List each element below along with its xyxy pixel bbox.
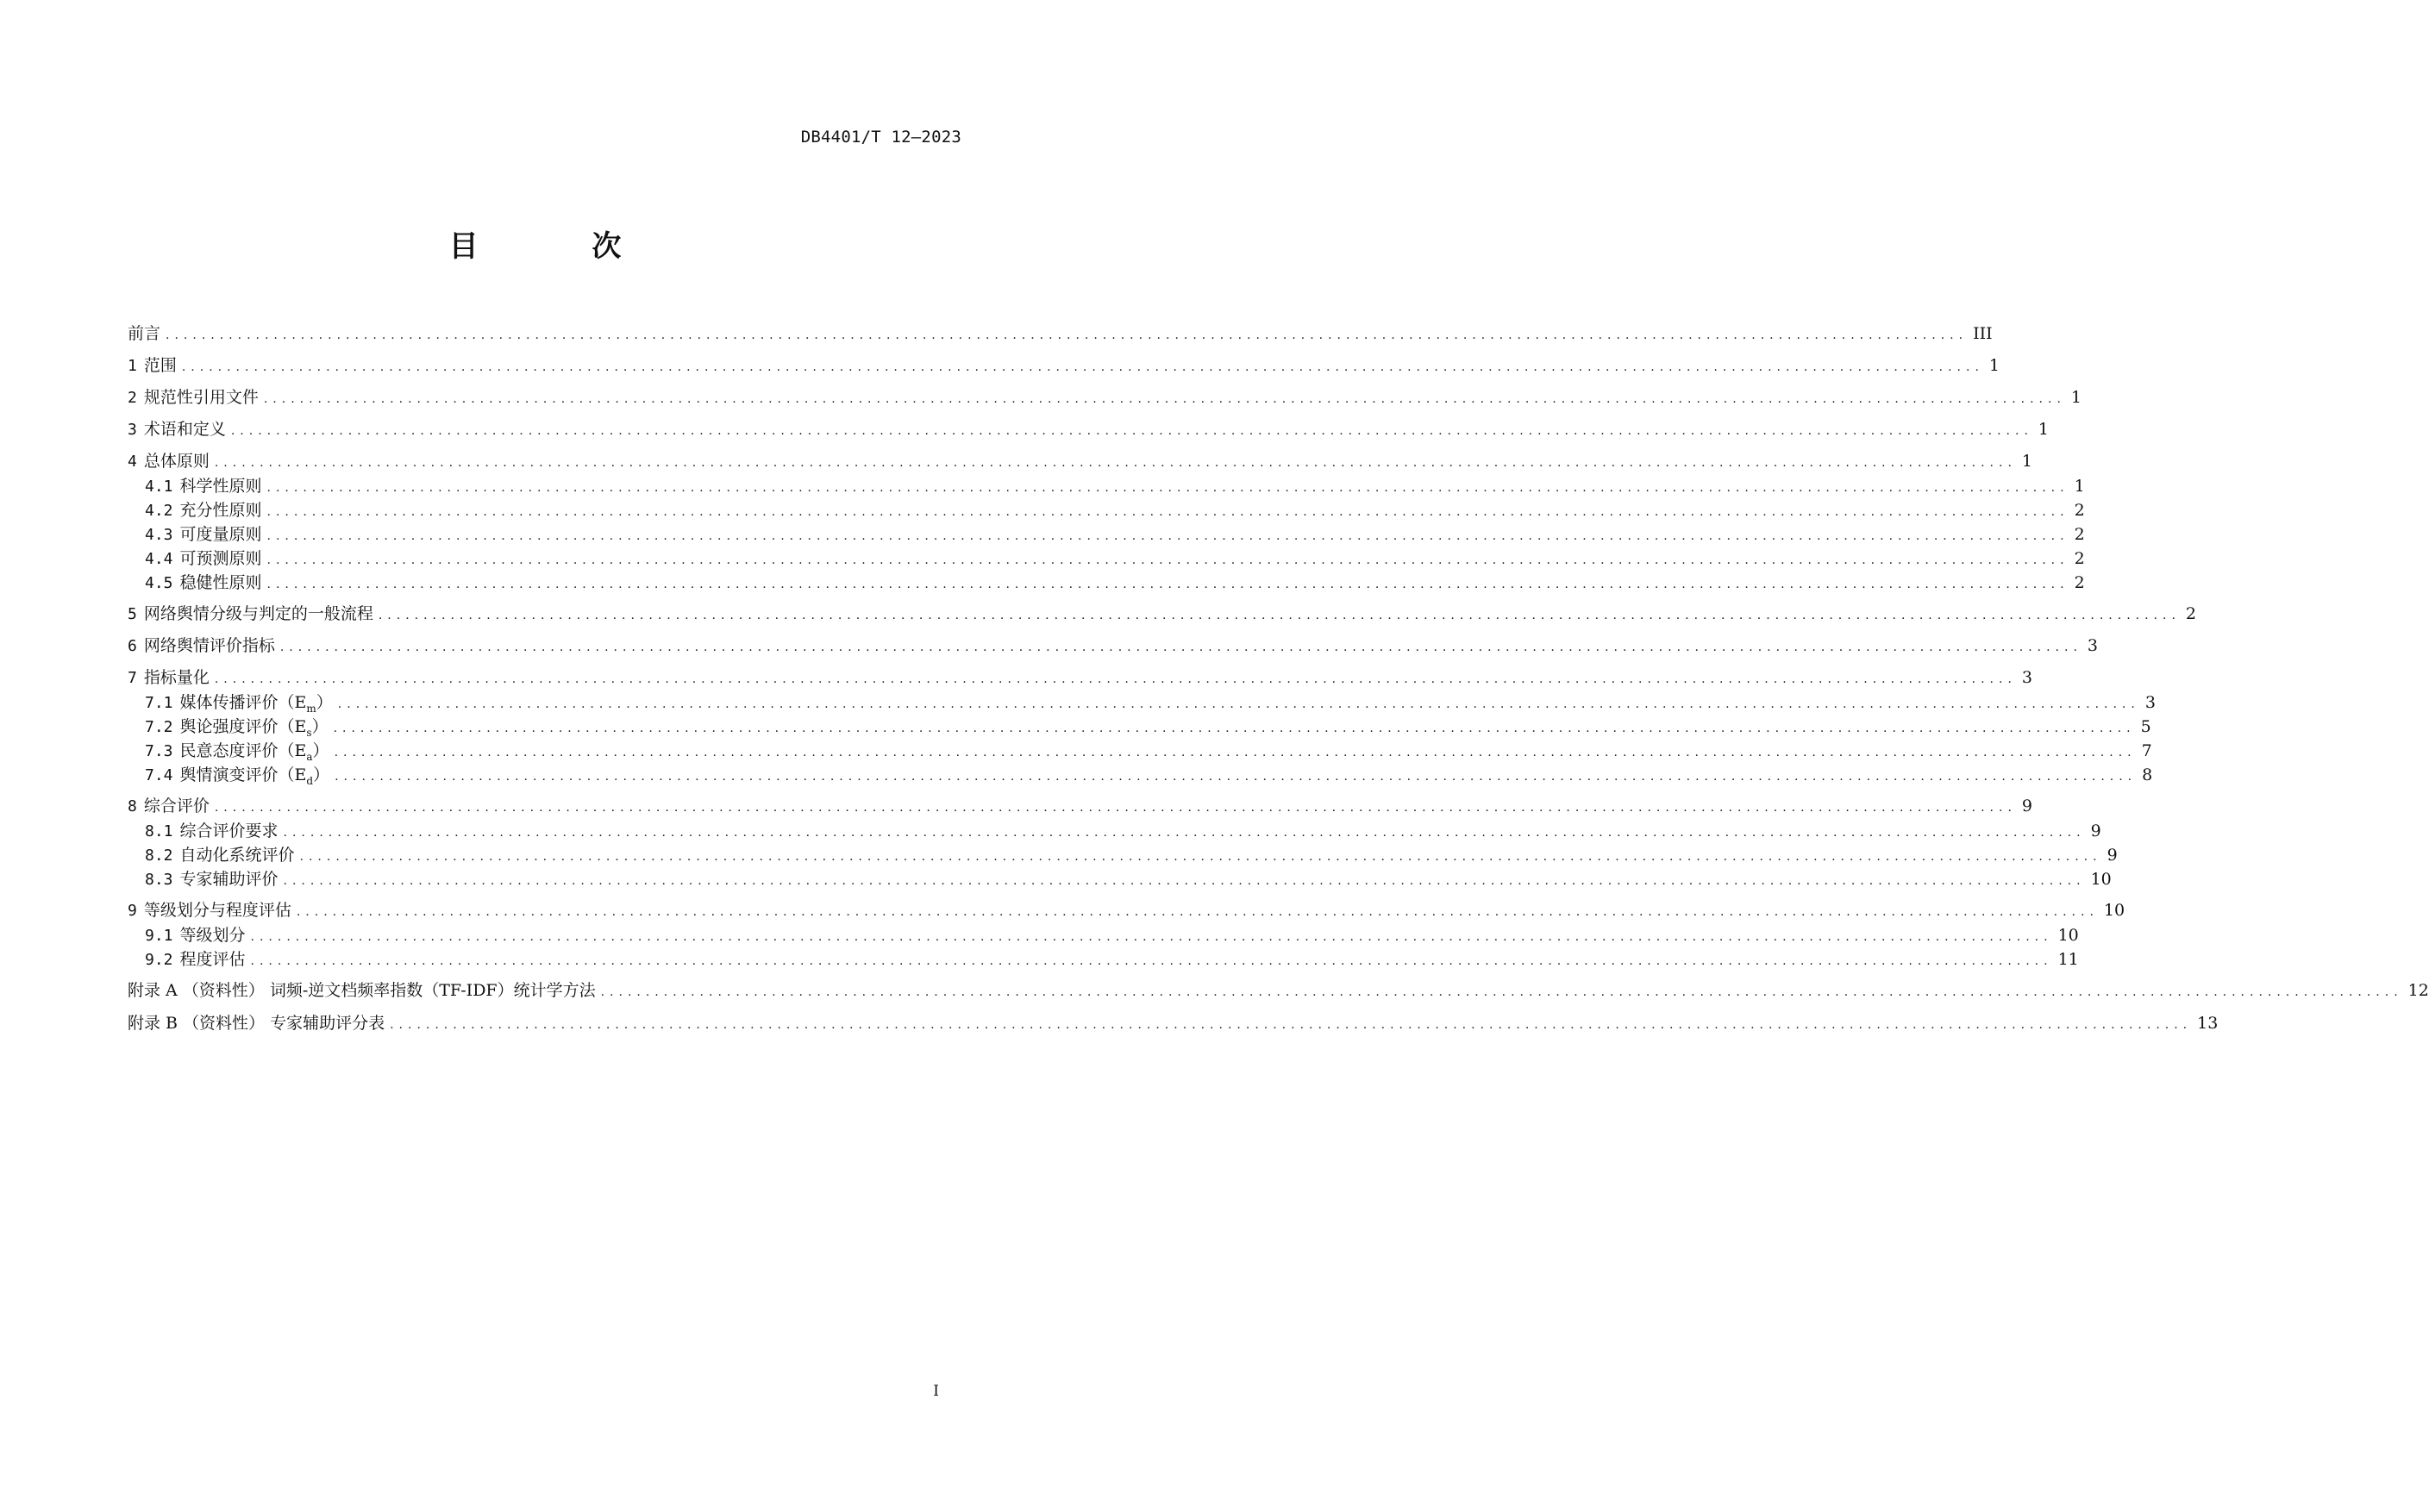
document-code: DB4401/T 12—2023 — [800, 128, 961, 147]
toc-entry-page: 10 — [2103, 901, 2125, 920]
toc-entry-page: 13 — [2197, 1014, 2219, 1033]
toc-dot-leader: ........................................................................................................................................................................................................ — [263, 392, 2066, 406]
toc-entry-page: 1 — [2038, 420, 2049, 439]
toc-entry-page: 7 — [2141, 741, 2152, 760]
toc-entry — [128, 386, 2082, 409]
toc-entry-number: 9 — [128, 902, 137, 920]
toc-entry-page: 3 — [2087, 636, 2098, 655]
toc-entry-page: 9 — [2021, 797, 2032, 815]
toc-entry-page: 10 — [2057, 926, 2079, 945]
toc-dot-leader: ........................................................................................................................................................................................................ — [283, 874, 2086, 888]
toc-entry-title: 可预测原则 — [179, 549, 262, 568]
toc-entry — [145, 547, 2085, 570]
toc-entry-title: 指标量化 — [143, 668, 210, 687]
toc-entry-title: 可度量原则 — [179, 525, 262, 544]
toc-entry — [145, 948, 2079, 971]
toc-dot-leader: ........................................................................................................................................................................................................ — [250, 930, 2053, 944]
toc-dot-leader: ........................................................................................................................................................................................................ — [296, 905, 2099, 919]
toc-entry-page: 8 — [2142, 765, 2153, 784]
toc-entry — [128, 634, 2098, 657]
toc-entry-title: 附录 B （资料性） 专家辅助评分表 — [128, 1014, 385, 1033]
toc-entry — [145, 715, 2151, 739]
toc-entry-title: 科学性原则 — [179, 477, 262, 496]
toc-entry-page: 11 — [2057, 950, 2079, 969]
toc-entry-subscript: a — [306, 751, 313, 763]
toc-entry-number: 7 — [128, 669, 137, 687]
toc-entry — [128, 603, 2196, 625]
toc-entry-number: 7.3 — [145, 742, 173, 760]
toc-entry-number: 4.4 — [145, 550, 173, 568]
toc-entry — [145, 523, 2085, 546]
toc-entry — [145, 764, 2153, 787]
toc-entry-subscript: d — [306, 775, 314, 787]
toc-entry-title: 综合评价要求 — [179, 822, 279, 840]
toc-entry-number: 4.3 — [145, 526, 173, 544]
toc-dot-leader: ........................................................................................................................................................................................................ — [230, 424, 2033, 438]
toc-entry-title: 附录 A （资料性） 词频-逆文档频率指数（TF-IDF）统计学方法 — [128, 981, 596, 1000]
toc-entry-page: 2 — [2185, 604, 2196, 623]
toc-entry-title: 等级划分与程度评估 — [143, 901, 291, 920]
toc-entry-title: 等级划分 — [179, 926, 246, 945]
toc-entry-page: 1 — [2021, 452, 2032, 471]
toc-entry-number: 9.1 — [145, 927, 173, 945]
toc-dot-leader: ........................................................................................................................................................................................................ — [214, 801, 2017, 815]
toc-entry-number: 7.1 — [145, 694, 173, 712]
toc-dot-leader: ........................................................................................................................................................................................................ — [283, 826, 2086, 840]
toc-dot-leader: ........................................................................................................................................................................................................ — [337, 697, 2140, 711]
toc-dot-leader: ........................................................................................................................................................................................................ — [250, 954, 2053, 968]
toc-dot-leader: ........................................................................................................................................................................................................ — [390, 1018, 2193, 1032]
toc-entry-page: III — [1973, 324, 1993, 343]
toc-entry-page: 3 — [2144, 693, 2156, 712]
toc-entry — [145, 924, 2079, 947]
toc-entry-title: 自动化系统评价 — [179, 846, 295, 865]
toc-entry-number: 5 — [128, 605, 137, 623]
toc-entry-page: 3 — [2021, 668, 2032, 687]
toc-entry-number: 8.3 — [145, 871, 173, 889]
toc-entry-number: 8 — [128, 797, 137, 815]
toc-entry — [145, 740, 2152, 763]
toc-entry-number: 7.2 — [145, 718, 173, 736]
toc-dot-leader: ........................................................................................................................................................................................................ — [335, 770, 2138, 784]
toc-dot-leader: ........................................................................................................................................................................................................ — [299, 850, 2102, 864]
toc-entry-number: 7.4 — [145, 766, 173, 784]
toc-entry-title: 专家辅助评价 — [179, 870, 279, 889]
toc-entry-page: 2 — [2074, 549, 2085, 568]
toc-entry-title: 综合评价 — [143, 797, 210, 815]
page-title: 目 次 — [448, 229, 673, 264]
toc-entry-title: 民意态度评价$(E_a)$ — [179, 741, 329, 763]
toc-entry-title: 舆论强度评价$(E_s)$ — [179, 717, 329, 739]
toc-dot-leader: ........................................................................................................................................................................................................ — [378, 609, 2181, 622]
toc-entry-number: 1 — [128, 357, 137, 375]
toc-entry-number: 2 — [128, 389, 137, 407]
toc-entry-title: 舆情演变评价$(E_d)$ — [179, 765, 330, 787]
toc-entry — [145, 868, 2112, 890]
toc-dot-leader: ........................................................................................................................................................................................................ — [333, 722, 2136, 735]
toc-entry-title: 总体原则 — [143, 452, 210, 471]
toc-entry-page: 12 — [2407, 981, 2429, 1000]
page-number: I — [933, 1383, 939, 1400]
toc-entry-page: 9 — [2107, 846, 2118, 865]
toc-entry-title: 稳健性原则 — [179, 573, 262, 592]
toc-entry — [128, 354, 2000, 377]
toc-entry-title: 网络舆情评价指标 — [143, 636, 275, 655]
toc-entry-title: 程度评估 — [179, 950, 246, 969]
toc-entry-title: 范围 — [143, 356, 177, 375]
toc-entry-title: 规范性引用文件 — [143, 388, 259, 407]
toc-dot-leader: ........................................................................................................................................................................................................ — [214, 672, 2017, 686]
toc-dot-leader: ........................................................................................................................................................................................................ — [600, 985, 2403, 999]
toc-entry-subscript: s — [306, 727, 312, 739]
toc-dot-leader: ........................................................................................................................................................................................................ — [266, 481, 2069, 495]
toc-entry — [145, 572, 2085, 594]
toc-entry-page: 1 — [1988, 356, 2000, 375]
toc-entry-subscript: m — [306, 703, 316, 715]
toc-entry — [128, 450, 2032, 472]
toc-entry-page: 9 — [2090, 822, 2101, 840]
toc-dot-leader: ........................................................................................................................................................................................................ — [266, 553, 2069, 567]
toc-entry-title: 充分性原则 — [179, 501, 262, 520]
toc-entry-page: 2 — [2074, 525, 2085, 544]
toc-entry-title: 网络舆情分级与判定的一般流程 — [143, 604, 373, 623]
toc-dot-leader: ........................................................................................................................................................................................................ — [266, 578, 2069, 591]
toc-entry-number: 4 — [128, 453, 137, 471]
toc-entry — [128, 666, 2032, 689]
toc-dot-leader: ........................................................................................................................................................................................................ — [266, 529, 2069, 543]
toc-entry-page: 1 — [2070, 388, 2082, 407]
toc-entry — [128, 795, 2032, 817]
toc-entry — [128, 1012, 2219, 1034]
toc-entry-page: 10 — [2090, 870, 2112, 889]
toc-entry — [128, 322, 1993, 345]
toc-entry — [145, 499, 2085, 522]
toc-entry — [145, 475, 2085, 497]
toc-entry-number: 8.1 — [145, 822, 173, 840]
toc-entry-title: 媒体传播评价$(E_m)$ — [179, 693, 333, 715]
toc-entry-title: 术语和定义 — [143, 420, 226, 439]
toc-entry-page: 2 — [2074, 501, 2085, 520]
toc-entry-number: 4.1 — [145, 478, 173, 496]
toc-entry-number: 8.2 — [145, 847, 173, 865]
toc-dot-leader: ........................................................................................................................................................................................................ — [279, 640, 2082, 654]
toc-entry-number: 6 — [128, 637, 137, 655]
toc-entry-number: 4.2 — [145, 502, 173, 520]
toc-entry — [145, 844, 2118, 866]
toc-entry-number: 9.2 — [145, 951, 173, 969]
toc-entry-title: 前言 — [128, 324, 161, 343]
toc-dot-leader: ........................................................................................................................................................................................................ — [166, 328, 1969, 342]
toc-entry — [128, 899, 2125, 922]
toc-entry-page: 2 — [2074, 573, 2085, 592]
toc-dot-leader: ........................................................................................................................................................................................................ — [214, 456, 2017, 470]
toc-entry — [145, 691, 2156, 715]
toc-entry — [128, 979, 2429, 1002]
toc-entry-page: 5 — [2140, 717, 2151, 736]
toc-entry — [145, 820, 2101, 842]
toc-dot-leader: ........................................................................................................................................................................................................ — [266, 505, 2069, 519]
toc-dot-leader: ........................................................................................................................................................................................................ — [334, 746, 2137, 759]
toc-entry-page: 1 — [2074, 477, 2085, 496]
toc-dot-leader: ........................................................................................................................................................................................................ — [181, 360, 1984, 374]
toc-entry — [128, 418, 2049, 440]
toc-entry-number: 4.5 — [145, 574, 173, 592]
toc-entry-number: 3 — [128, 421, 137, 439]
